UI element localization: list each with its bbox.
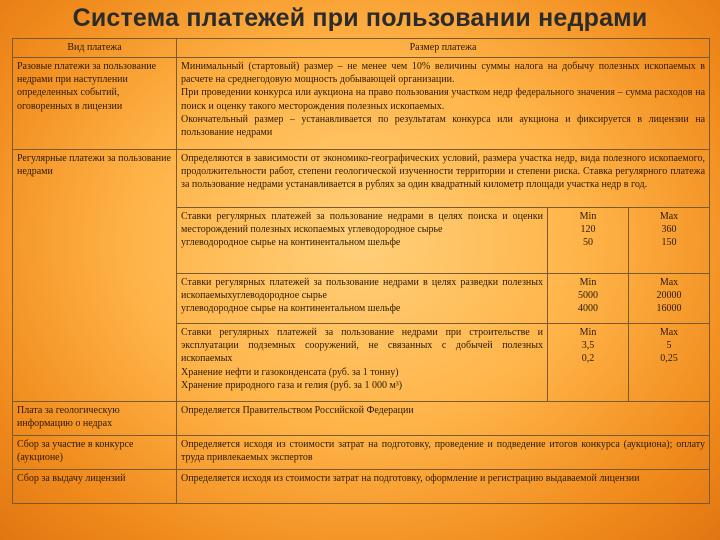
payment-size-line: Минимальный (стартовый) размер – не менее чем 10% величины суммы налога на добычу полезных ископаемых в расчете на среднегодовую мощность добывающей организации. <box>181 61 706 86</box>
rate-max-label: Max <box>659 211 679 222</box>
header-payment-type: Вид платежа <box>13 39 177 58</box>
rate-line: Ставки регулярных платежей за пользование недрами в целях разведки полезных ископаемыхуглеводородное сырье <box>181 277 543 302</box>
rate-line: Ставки регулярных платежей за пользование недрами при строительстве и эксплуатации подземных сооружений, не связанных с добычей полезных ископаемых <box>181 327 543 365</box>
rate-line: Хранение нефти и газоконденсата (руб. за 1 тонну) <box>181 366 399 378</box>
table-row <box>13 58 710 150</box>
payment-type-cell: Разовые платежи за пользование недрами при наступлении определенных событий, оговоренных в лицензии <box>13 58 177 150</box>
rate-min-value: 5000 <box>578 290 598 302</box>
table-row <box>13 470 710 504</box>
payment-size-cell: Определяется исходя из стоимости затрат на подготовку, оформление и регистрацию выдаваемой лицензии <box>177 470 710 504</box>
rate-description-cell <box>177 208 548 274</box>
rate-min-value: 3,5 <box>581 340 595 352</box>
table-row <box>13 150 710 208</box>
rate-description-cell <box>177 274 548 324</box>
payments-table <box>12 38 710 504</box>
rate-min-value: 120 <box>580 224 596 236</box>
rate-min-value: 50 <box>583 237 593 249</box>
rate-min-cell <box>548 208 629 274</box>
payment-size-cell: Определяются в зависимости от экономико-географических условий, размера участка недр, вида полезного ископаемого, продолжительности работ, степени геологической изученности территории и степени риска. Ставка регулярного платежа за пользование недрами устанавливается в рублях за один квадратный километр площади участка недр в год. <box>177 150 710 208</box>
rate-line: Хранение природного газа и гелия (руб. за 1 000 м³) <box>181 379 403 391</box>
rate-max-cell <box>629 324 710 402</box>
rate-max-cell <box>629 208 710 274</box>
rate-max-label: Max <box>659 327 679 338</box>
rate-max-value: 20000 <box>656 290 682 302</box>
rate-max-value: 150 <box>661 237 677 249</box>
payment-type-cell: Сбор за выдачу лицензий <box>13 470 177 504</box>
rate-line: углеводородное сырье на континентальном шельфе <box>181 237 401 249</box>
payment-type-cell: Плата за геологическую информацию о недрах <box>13 402 177 436</box>
rate-min-label: Min <box>579 327 597 338</box>
rate-description-cell <box>177 324 548 402</box>
rate-line: Ставки регулярных платежей за пользование недрами в целях поиска и оценки месторождений полезных ископаемых углеводородное сырье <box>181 211 543 236</box>
table-row <box>13 402 710 436</box>
payment-type-cell: Регулярные платежи за пользование недрами <box>13 150 177 402</box>
payment-size-cell: Определяется Правительством Российской Федерации <box>177 402 710 436</box>
rate-line: углеводородное сырье на континентальном шельфе <box>181 303 401 315</box>
payment-size-line: Окончательный размер – устанавливается по результатам конкурса или аукциона и фиксируется в лицензии на пользование недрами <box>181 113 706 138</box>
table-header-row <box>13 39 710 58</box>
rate-max-label: Max <box>659 277 679 288</box>
rate-min-label: Min <box>579 277 597 288</box>
rate-min-cell <box>548 324 629 402</box>
payment-size-cell: Определяется исходя из стоимости затрат на подготовку, проведение и подведение итогов конкурса (аукциона); оплату труда привлекаемых экспертов <box>177 436 710 470</box>
rate-max-cell <box>629 274 710 324</box>
rate-min-value: 4000 <box>578 303 598 315</box>
page-title: Система платежей при пользовании недрами <box>72 4 648 32</box>
rate-max-value: 5 <box>666 340 672 352</box>
payment-type-cell: Сбор за участие в конкурсе (аукционе) <box>13 436 177 470</box>
header-payment-size: Размер платежа <box>177 39 710 58</box>
rate-min-cell <box>548 274 629 324</box>
rate-min-value: 0,2 <box>581 353 595 365</box>
rate-max-value: 0,25 <box>660 353 678 365</box>
rate-min-label: Min <box>579 211 597 222</box>
payment-size-line: При проведении конкурса или аукциона на право пользования участком недр федерального значения – сумма расходов на поиск и оценку такого месторождения полезных ископаемых. <box>181 87 706 112</box>
payment-size-cell <box>177 58 710 150</box>
rate-max-value: 16000 <box>656 303 682 315</box>
rate-max-value: 360 <box>661 224 677 236</box>
table-row <box>13 436 710 470</box>
